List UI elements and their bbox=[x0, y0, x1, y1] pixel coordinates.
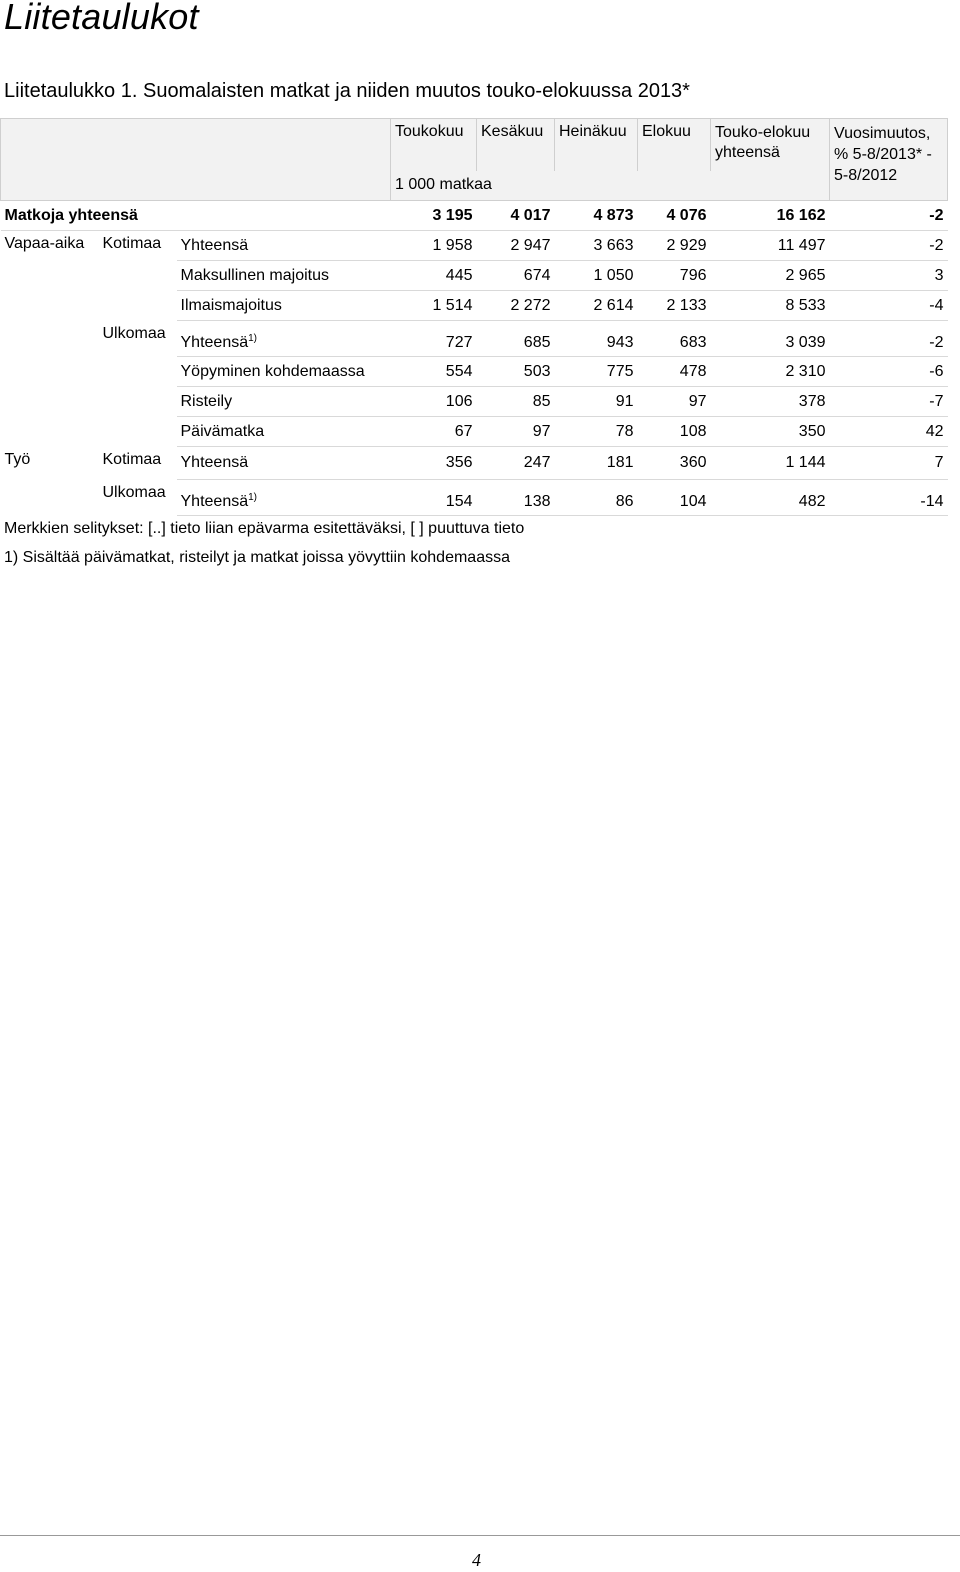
cell: 78 bbox=[555, 417, 638, 447]
cell: 104 bbox=[638, 480, 711, 516]
row-label: Risteily bbox=[177, 387, 391, 417]
cell: 4 076 bbox=[638, 201, 711, 231]
cell: 2 947 bbox=[477, 231, 555, 261]
cell: 85 bbox=[477, 387, 555, 417]
cell: -2 bbox=[830, 321, 948, 357]
cell: 1 050 bbox=[555, 261, 638, 291]
col-header-kesakuu: Kesäkuu bbox=[477, 119, 555, 171]
cell: 554 bbox=[391, 357, 477, 387]
footer-divider bbox=[0, 1535, 960, 1536]
table-row bbox=[1, 447, 948, 480]
cell: 7 bbox=[830, 447, 948, 480]
cell: -4 bbox=[830, 291, 948, 321]
col-header-muutos-line1: Vuosimuutos, bbox=[834, 125, 931, 142]
col-header-yhteensa-line2: yhteensä bbox=[715, 144, 780, 161]
cell: 86 bbox=[555, 480, 638, 516]
cell: 478 bbox=[638, 357, 711, 387]
cell: -7 bbox=[830, 387, 948, 417]
cell: 503 bbox=[477, 357, 555, 387]
legend-note: Merkkien selitykset: [..] tieto liian epävarma esitettäväksi, [ ] puuttuva tieto bbox=[4, 520, 525, 537]
cell: 16 162 bbox=[711, 201, 830, 231]
col-header-heinakuu: Heinäkuu bbox=[555, 119, 638, 171]
cell: 943 bbox=[555, 321, 638, 357]
header-blank bbox=[1, 119, 391, 201]
cell: 683 bbox=[638, 321, 711, 357]
cell: 42 bbox=[830, 417, 948, 447]
row-label-text: Yhteensä bbox=[180, 493, 249, 510]
unit-label: 1 000 matkaa bbox=[391, 171, 830, 201]
cell: 775 bbox=[555, 357, 638, 387]
table-row bbox=[1, 231, 948, 261]
cell: -2 bbox=[830, 201, 948, 231]
table-title: Liitetaulukko 1. Suomalaisten matkat ja niiden muutos touko-elokuussa 2013* bbox=[4, 80, 690, 102]
cell: 1 144 bbox=[711, 447, 830, 480]
cell: 11 497 bbox=[711, 231, 830, 261]
row-label bbox=[177, 480, 391, 516]
row-label: Päivämatka bbox=[177, 417, 391, 447]
cell: 154 bbox=[391, 480, 477, 516]
cell: 4 873 bbox=[555, 201, 638, 231]
col-header-elokuu: Elokuu bbox=[638, 119, 711, 171]
row-label: Yhteensä bbox=[177, 231, 391, 261]
cell: 685 bbox=[477, 321, 555, 357]
cell: 727 bbox=[391, 321, 477, 357]
table-row bbox=[1, 480, 948, 516]
cell: 67 bbox=[391, 417, 477, 447]
cell: 138 bbox=[477, 480, 555, 516]
table-row bbox=[1, 321, 948, 357]
row-label: Ilmaismajoitus bbox=[177, 291, 391, 321]
cell: 4 017 bbox=[477, 201, 555, 231]
table-row bbox=[1, 201, 948, 231]
cell: 97 bbox=[477, 417, 555, 447]
cell: 3 039 bbox=[711, 321, 830, 357]
col-header-yhteensa bbox=[711, 119, 830, 171]
group-label-2: Ulkomaa bbox=[102, 483, 166, 501]
page-number: 4 bbox=[472, 1550, 481, 1570]
footnote: 1) Sisältää päivämatkat, risteilyt ja matkat joissa yövyttiin kohdemaassa bbox=[4, 549, 510, 566]
row-label: Maksullinen majoitus bbox=[177, 261, 391, 291]
group-label-1: Vapaa-aika bbox=[4, 235, 85, 252]
page-title: Liitetaulukot bbox=[4, 0, 199, 37]
cell: 8 533 bbox=[711, 291, 830, 321]
cell: 356 bbox=[391, 447, 477, 480]
row-label-text: Yhteensä bbox=[180, 334, 249, 351]
group-label-2: Ulkomaa bbox=[102, 324, 166, 342]
row-label: Yöpyminen kohdemaassa bbox=[177, 357, 391, 387]
cell: 482 bbox=[711, 480, 830, 516]
cell: 181 bbox=[555, 447, 638, 480]
cell: 1 958 bbox=[391, 231, 477, 261]
cell: 97 bbox=[638, 387, 711, 417]
col-header-muutos-line2: % 5-8/2013* - bbox=[834, 146, 932, 163]
cell: 3 663 bbox=[555, 231, 638, 261]
row-label bbox=[177, 321, 391, 357]
col-header-yhteensa-line1: Touko-elokuu bbox=[715, 124, 811, 141]
group-label-1: Työ bbox=[4, 450, 31, 468]
cell: -6 bbox=[830, 357, 948, 387]
cell: 674 bbox=[477, 261, 555, 291]
cell: 378 bbox=[711, 387, 830, 417]
cell: -2 bbox=[830, 231, 948, 261]
cell: 108 bbox=[638, 417, 711, 447]
cell: 106 bbox=[391, 387, 477, 417]
cell: 350 bbox=[711, 417, 830, 447]
cell: 2 272 bbox=[477, 291, 555, 321]
cell: 2 965 bbox=[711, 261, 830, 291]
footnote-marker: 1) bbox=[248, 333, 258, 344]
row-label: Yhteensä bbox=[177, 447, 391, 480]
cell: 91 bbox=[555, 387, 638, 417]
cell: 2 929 bbox=[638, 231, 711, 261]
cell: 2 310 bbox=[711, 357, 830, 387]
cell: 445 bbox=[391, 261, 477, 291]
cell: 796 bbox=[638, 261, 711, 291]
col-header-muutos bbox=[830, 119, 948, 201]
cell: 3 195 bbox=[391, 201, 477, 231]
col-header-muutos-line3: 5-8/2012 bbox=[834, 167, 898, 184]
header-row bbox=[1, 119, 948, 171]
data-table bbox=[0, 118, 948, 516]
group-label-2: Kotimaa bbox=[102, 235, 162, 252]
cell: 2 133 bbox=[638, 291, 711, 321]
row-label: Matkoja yhteensä bbox=[1, 201, 391, 231]
cell: -14 bbox=[830, 480, 948, 516]
cell: 1 514 bbox=[391, 291, 477, 321]
col-header-toukokuu: Toukokuu bbox=[391, 119, 477, 171]
cell: 2 614 bbox=[555, 291, 638, 321]
footnote-marker: 1) bbox=[248, 492, 258, 503]
cell: 360 bbox=[638, 447, 711, 480]
cell: 247 bbox=[477, 447, 555, 480]
group-label-2: Kotimaa bbox=[102, 450, 162, 468]
cell: 3 bbox=[830, 261, 948, 291]
